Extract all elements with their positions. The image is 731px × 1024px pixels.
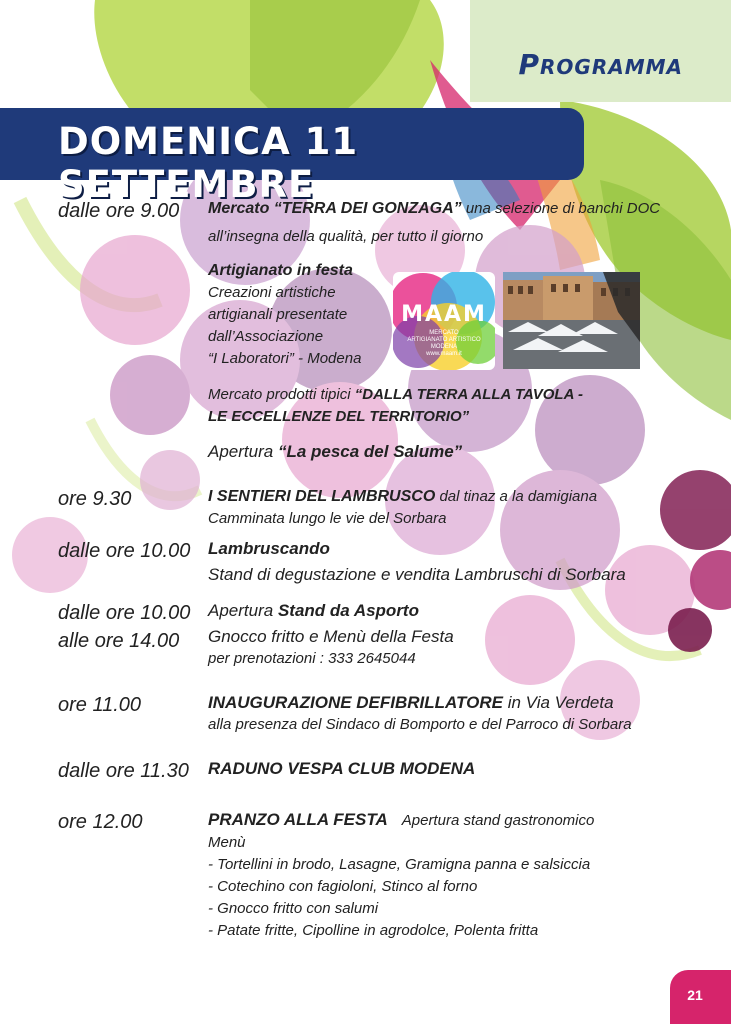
maam-logo-subtitle: MERCATO ARTIGIANATO ARTISTICO MODENA www.maam.it: [407, 330, 481, 357]
event-item: [208, 384, 628, 428]
event-item: [208, 809, 708, 942]
event-title: Mercato “TERRA DEI GONZAGA”: [208, 200, 462, 217]
event-prefix: Apertura: [208, 601, 278, 620]
event-time: dalle ore 11.30: [58, 760, 189, 782]
event-description: alla presenza del Sindaco di Bomporto e del Parroco di Sorbara: [208, 716, 632, 733]
menu-label: Menù: [208, 834, 246, 851]
event-title-suffix: in Via Verdeta: [502, 693, 614, 712]
event-title: “La pesca del Salume”: [277, 442, 463, 461]
event-title-suffix: Apertura stand gastronomico: [401, 812, 595, 829]
event-time: ore 9.30: [58, 488, 132, 510]
event-time: dalle ore 10.00: [58, 602, 191, 624]
menu-item: - Cotechino con fagioloni, Stinco al forno: [208, 878, 478, 895]
event-description-line: Creazioni artistiche: [208, 284, 336, 301]
event-item: [208, 442, 628, 462]
event-title: I SENTIERI DEL LAMBRUSCO: [208, 488, 436, 505]
event-title: Lambruscando: [208, 539, 330, 558]
event-booking-phone: per prenotazioni : 333 2645044: [208, 650, 416, 667]
event-title: RADUNO VESPA CLUB MODENA: [208, 759, 476, 778]
menu-item: - Gnocco fritto con salumi: [208, 900, 379, 917]
event-title: PRANZO ALLA FESTA: [208, 810, 388, 829]
event-title-suffix: dal tinaz a la damigiana: [435, 488, 598, 505]
event-item: [208, 538, 708, 586]
event-title: Stand da Asporto: [277, 601, 419, 620]
event-item: [208, 198, 688, 248]
event-item: [208, 260, 388, 370]
menu-item: - Tortellini in brodo, Lasagne, Gramigna panna e salsiccia: [208, 856, 591, 873]
event-prefix: Apertura: [208, 442, 278, 461]
event-time: ore 11.00: [58, 694, 142, 716]
event-end-time: alle ore 14.00: [58, 630, 180, 652]
menu-item: - Patate fritte, Cipolline in agrodolce, Polenta fritta: [208, 922, 539, 939]
event-title: “DALLA TERRA ALLA TAVOLA -: [354, 386, 584, 403]
event-title: INAUGURAZIONE DEFIBRILLATORE: [208, 693, 503, 712]
day-title: DOMENICA 11 SETTEMBRE: [58, 120, 359, 206]
event-time: dalle ore 9.00: [58, 200, 180, 222]
event-description: Stand di degustazione e vendita Lambruschi di Sorbara: [208, 565, 626, 584]
page-number: 21: [687, 987, 703, 1003]
page-number-badge: [670, 970, 731, 1024]
event-description-line: dall’Associazione: [208, 328, 324, 345]
event-item: [208, 600, 688, 670]
event-description-line: “I Laboratori” - Modena: [208, 350, 362, 367]
event-item: [208, 692, 708, 736]
event-title-suffix: una selezione di banchi DOC: [461, 200, 661, 217]
event-title: Artigianato in festa: [208, 262, 353, 279]
maam-logo: [393, 272, 495, 370]
event-time: ore 12.00: [58, 811, 143, 833]
event-item: [208, 486, 688, 530]
event-description: Camminata lungo le vie del Sorbara: [208, 510, 447, 527]
event-description: all’insegna della qualità, per tutto il giorno: [208, 228, 484, 245]
market-photo: [503, 272, 640, 369]
event-description-line: artigianali presentate: [208, 306, 348, 323]
event-title-continued: LE ECCELLENZE DEL TERRITORIO”: [208, 408, 470, 425]
event-time: dalle ore 10.00: [58, 540, 191, 562]
section-title: Programma: [518, 48, 683, 81]
event-prefix: Mercato prodotti tipici: [208, 386, 355, 403]
maam-logo-name: MAAM: [401, 302, 487, 327]
event-description: Gnocco fritto e Menù della Festa: [208, 627, 454, 646]
event-item: [208, 759, 688, 779]
